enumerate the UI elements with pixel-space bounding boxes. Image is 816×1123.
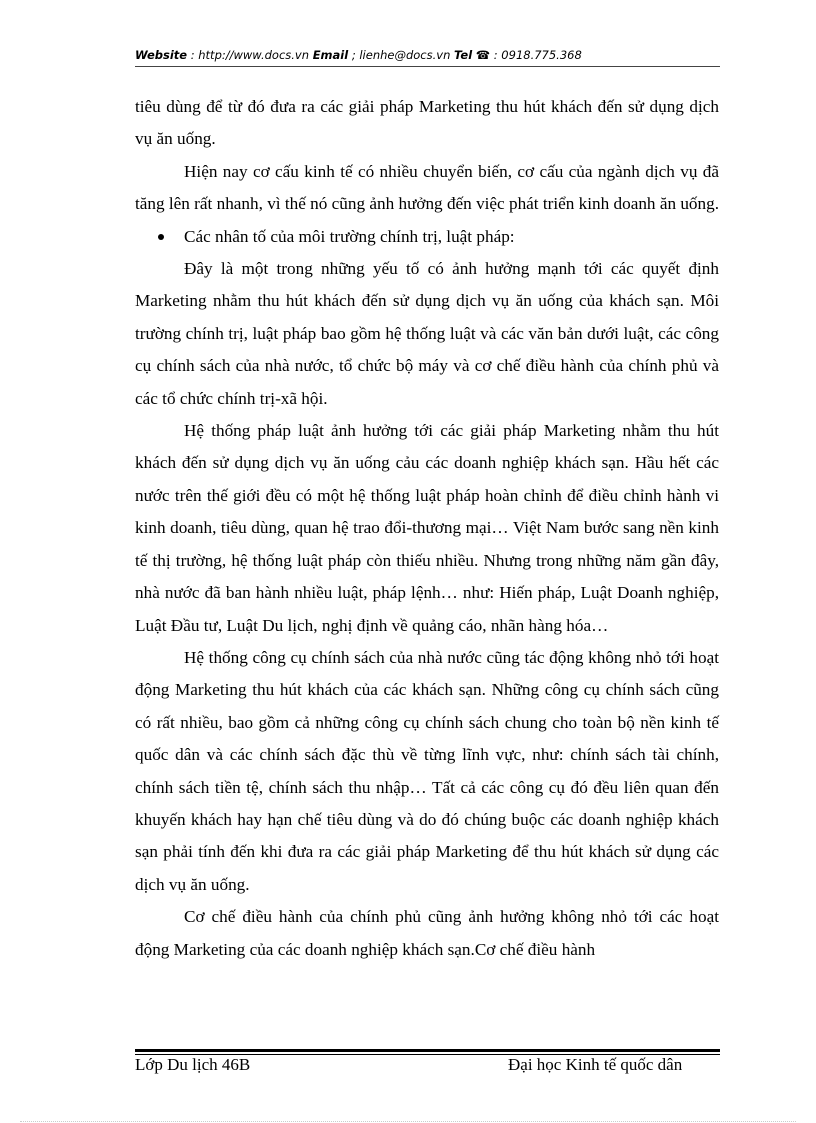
tel-label: Tel xyxy=(454,48,473,62)
page-edge-divider xyxy=(20,1121,796,1122)
paragraph-5: Hệ thống công cụ chính sách của nhà nước cũng tác động không nhỏ tới hoạt động Marketing thu hút khách của các khách sạn. Những công cụ chính sách cũng có rất nhiều, bao gồm cả những công cụ chính sách chung cho toàn bộ nền kinh tế quốc dân và các chính sách đặc thù về từng lĩnh vực, như: chính sách tài chính, chính sách tiền tệ, chính sách thu nhập… Tất cả các công cụ đó đều liên quan đến khuyến khách hay hạn chế tiêu dùng và do đó chúng buộc các doanh nghiệp khách sạn phải tính đến khi đưa ra các giải pháp Marketing để thu hút khách sử dụng các dịch vụ ăn uống. xyxy=(135,647,719,894)
email-label: Email xyxy=(312,48,349,62)
footer-class: Lớp Du lịch 46B xyxy=(135,1055,251,1074)
paragraph-3: Đây là một trong những yếu tố có ảnh hưởng mạnh tới các quyết định Marketing nhằm thu hút khách đến sử dụng dịch vụ ăn uống của khách sạn. Môi trường chính trị, luật pháp bao gồm hệ thống luật và các văn bản dưới luật, các công cụ chính sách của nhà nước, tổ chức bộ máy và cơ chế điều hành của chính phủ và các tổ chức chính trị-xã hội. xyxy=(135,259,719,408)
footer-divider-thick xyxy=(135,1049,720,1052)
tel-value: ☎ : 0918.775.368 xyxy=(472,48,582,62)
paragraph-2: Hiện nay cơ cấu kinh tế có nhiều chuyển biến, cơ cấu của ngành dịch vụ đã tăng lên rất nhanh, vì thế nó cũng ảnh hưởng đến việc phát triển kinh doanh ăn uống. xyxy=(135,161,720,214)
website-label: Website xyxy=(135,48,188,62)
paragraph-6: Cơ chế điều hành của chính phủ cũng ảnh hưởng không nhỏ tới các hoạt động Marketing của các doanh nghiệp khách sạn.Cơ chế điều hành xyxy=(135,907,719,959)
page-header xyxy=(135,48,720,62)
document-body xyxy=(135,91,719,966)
email-value[interactable]: ; lienhe@docs.vn xyxy=(348,48,455,62)
paragraph-4: Hệ thống pháp luật ảnh hưởng tới các giải pháp Marketing nhằm thu hút khách đến sử dụng dịch vụ ăn uống cảu các doanh nghiệp khách sạn. Hầu hết các nước trên thế giới đều có một hệ thống luật pháp hoàn chỉnh để điều chỉnh hành vi kinh doanh, tiêu dùng, quan hệ trao đổi-thương mại… Việt Nam bước sang nền kinh tế thị trường, hệ thống luật pháp còn thiếu nhiều. Nhưng trong những năm gần đây, nhà nước đã ban hành nhiều luật, pháp lệnh… như: Hiến pháp, Luật Doanh nghiệp, Luật Đầu tư, Luật Du lịch, nghị định về quảng cáo, nhãn hàng hóa… xyxy=(135,421,719,635)
bullet-item xyxy=(135,221,719,253)
bullet-icon xyxy=(158,234,164,240)
paragraph-1: tiêu dùng để từ đó đưa ra các giải pháp Marketing thu hút khách đến sử dụng dịch vụ ăn uống. xyxy=(135,97,719,149)
footer-university: Đại học Kinh tế quốc dân xyxy=(508,1055,683,1074)
bullet-text: Các nhân tố của môi trường chính trị, luật pháp: xyxy=(184,226,515,246)
header-divider xyxy=(135,66,720,67)
website-value[interactable]: : http://www.docs.vn xyxy=(187,48,313,62)
